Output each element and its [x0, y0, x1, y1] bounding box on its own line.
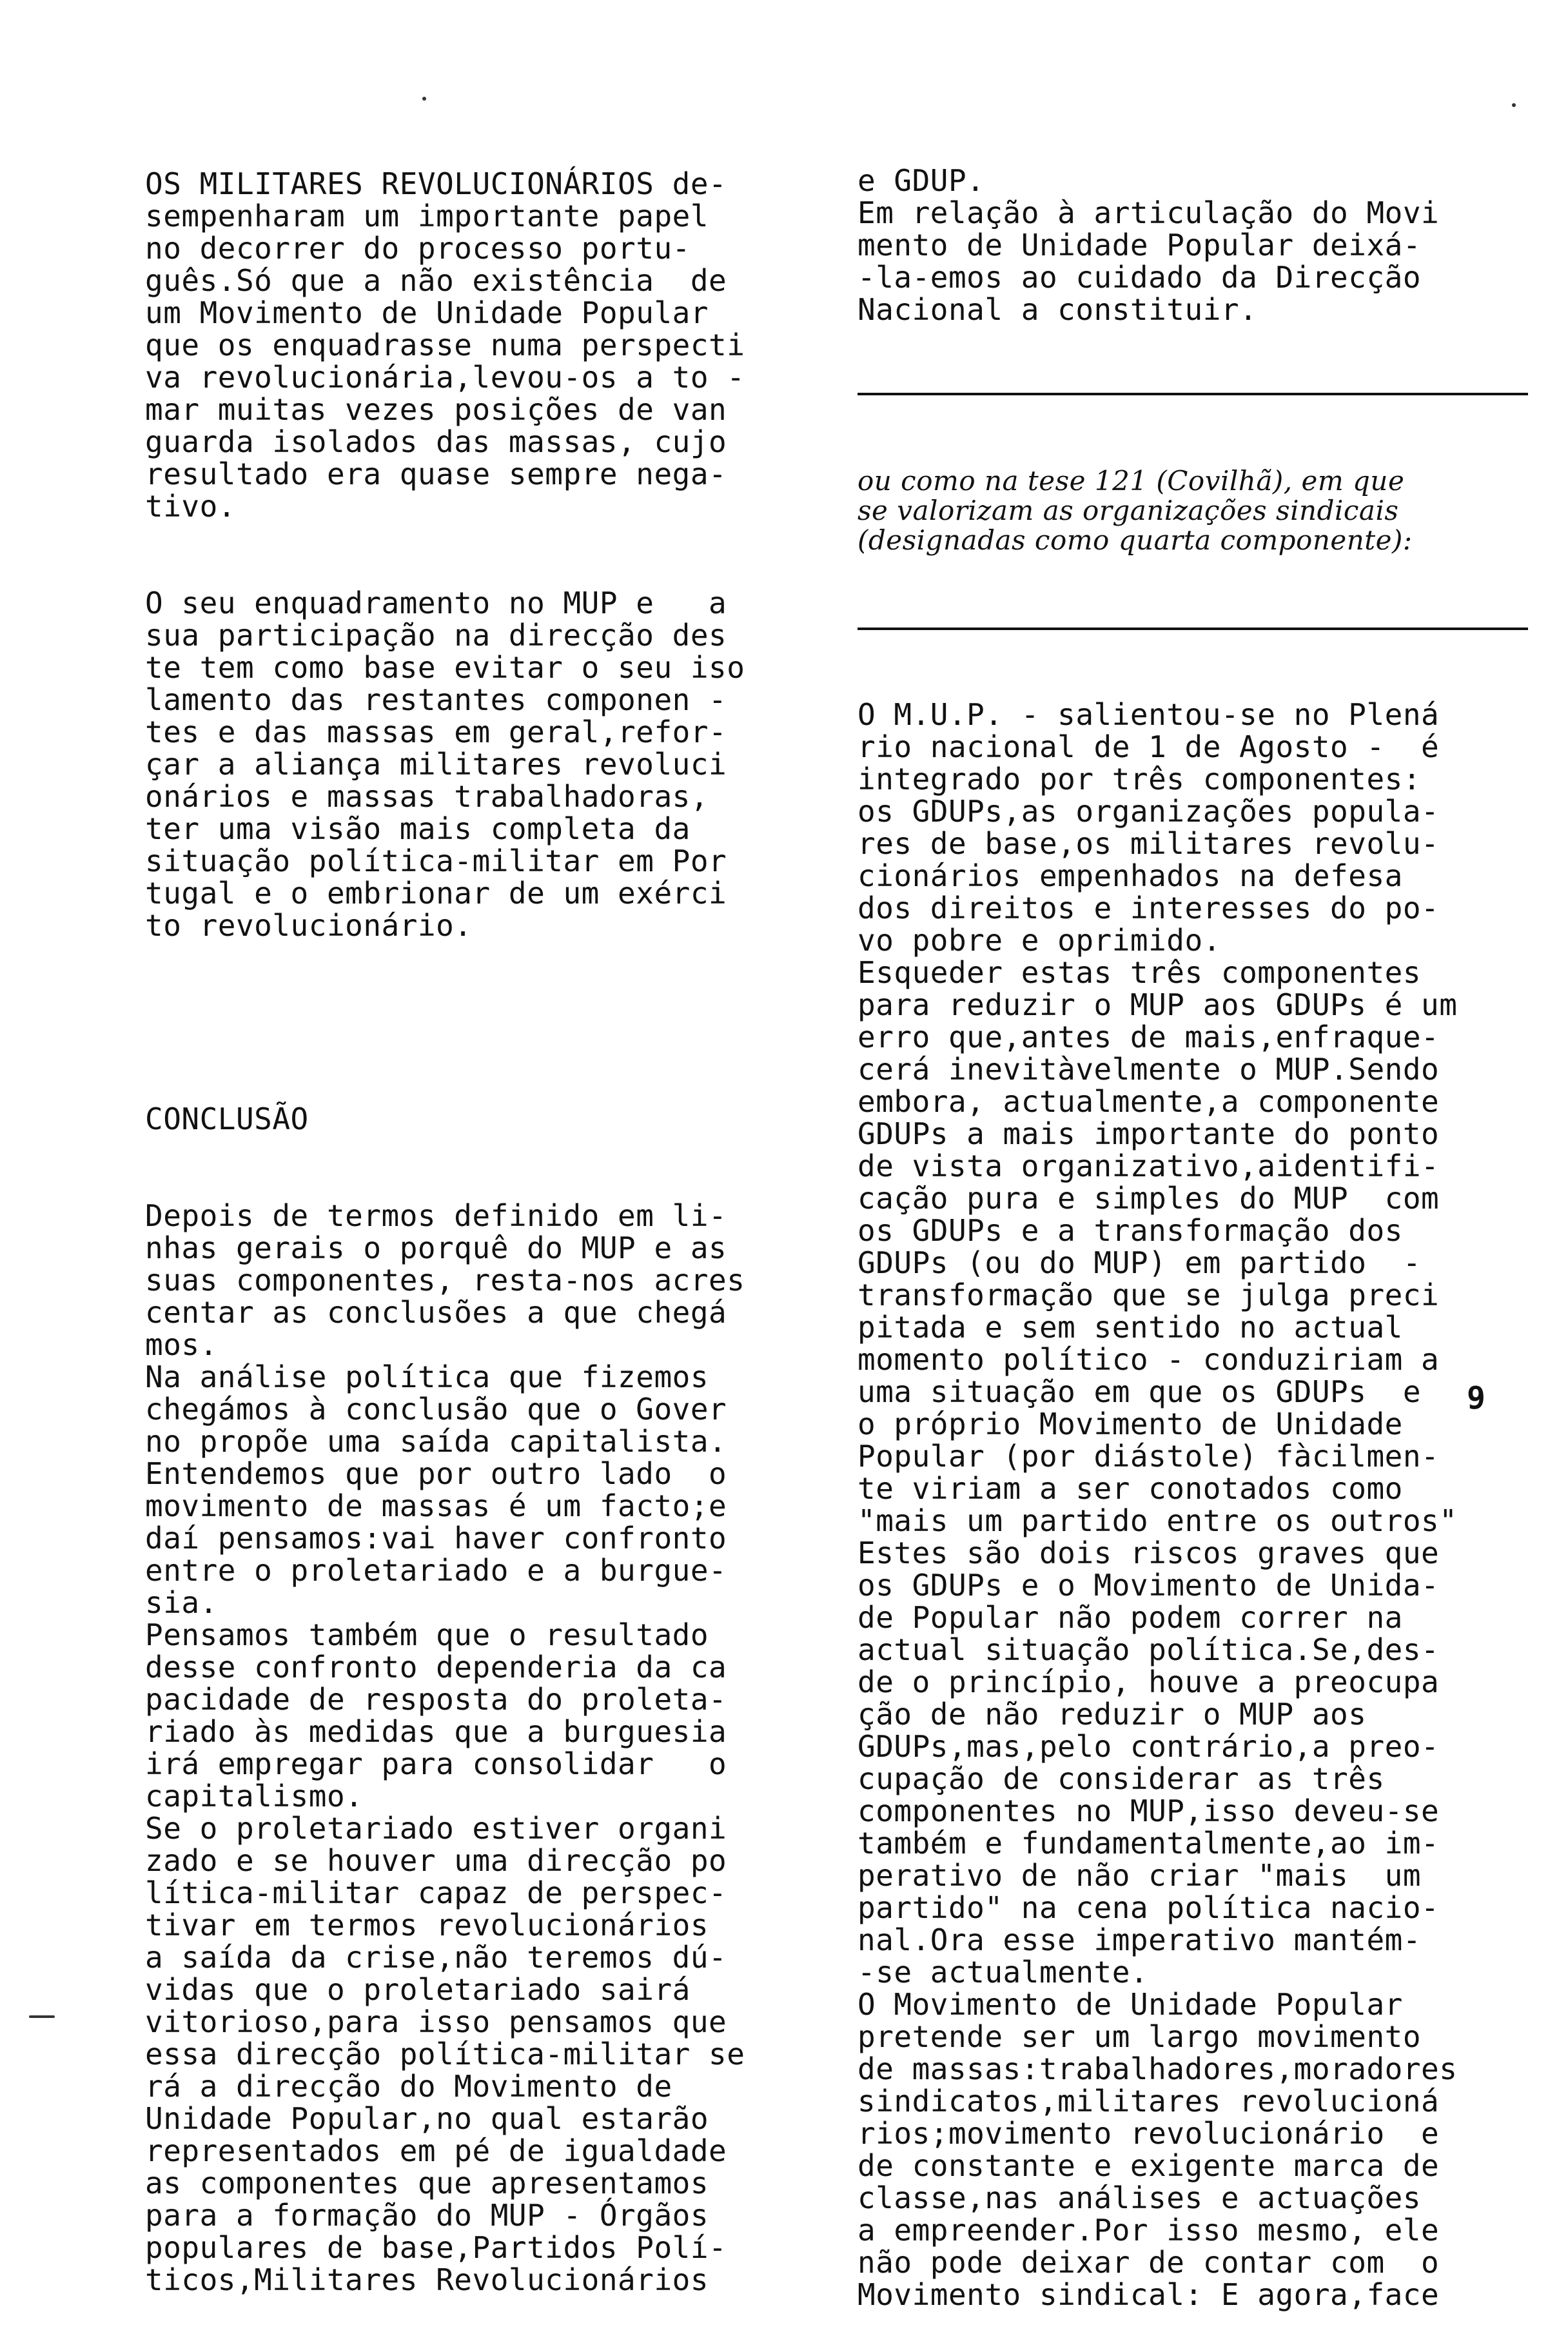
text-line: to revolucionário. — [145, 908, 473, 943]
left-column — [145, 103, 790, 2328]
text-line: Pensamos também que o resultado — [145, 1617, 709, 1652]
text-line: -se actualmente. — [858, 1955, 1149, 1990]
text-line: uma situação em que os GDUPs e — [858, 1374, 1422, 1409]
text-line: GDUPs a mais importante do ponto — [858, 1116, 1440, 1151]
text-line: transformação que se julga preci — [858, 1278, 1440, 1312]
text-line: sia. — [145, 1585, 218, 1620]
text-line: momento político - conduziriam a — [858, 1342, 1440, 1377]
text-line: representados em pé de igualdade — [145, 2133, 727, 2168]
text-line: também e fundamentalmente,ao im- — [858, 1826, 1440, 1861]
text-line: de massas:trabalhadores,moradores — [858, 2051, 1458, 2086]
text-line: çar a aliança militares revoluci — [145, 747, 727, 782]
text-line: lamento das restantes componen - — [145, 682, 727, 717]
text-line: Entendemos que por outro lado o — [145, 1456, 727, 1491]
text-line: no decorrer do processo portu- — [145, 231, 691, 266]
text-line: ter uma visão mais completa da — [145, 811, 691, 846]
text-line: zado e se houver uma direcção po — [145, 1843, 727, 1878]
text-line: Popular (por diástole) fàcilmen- — [858, 1439, 1440, 1474]
text-line: irá empregar para consolidar o — [145, 1746, 727, 1781]
text-line: rios;movimento revolucionário e — [858, 2116, 1440, 2151]
text-line: vidas que o proletariado sairá — [145, 1972, 691, 2007]
text-line: dos direitos e interesses do po- — [858, 891, 1440, 925]
text-line: Movimento sindical: E agora,face — [858, 2277, 1440, 2312]
text-line: que os enquadrasse numa perspecti — [145, 328, 745, 362]
text-line: vitorioso,para isso pensamos que — [145, 2004, 727, 2039]
text-line: suas componentes, resta-nos acres — [145, 1263, 745, 1298]
text-line: cerá inevitàvelmente o MUP.Sendo — [858, 1052, 1440, 1087]
text-line: O M.U.P. - salientou-se no Plená — [858, 697, 1440, 732]
text-line: erro que,antes de mais,enfraque- — [858, 1020, 1440, 1054]
text-line: centar as conclusões a que chegá — [145, 1295, 727, 1330]
text-line: componentes no MUP,isso deveu-se — [858, 1794, 1440, 1828]
text-line: guês.Só que a não existência de — [145, 263, 727, 298]
text-line: tivo. — [145, 489, 236, 524]
text-line: tes e das massas em geral,refor- — [145, 715, 727, 749]
text-line: de Popular não podem correr na — [858, 1600, 1403, 1635]
text-line: mos. — [145, 1327, 218, 1362]
text-line: pitada e sem sentido no actual — [858, 1310, 1403, 1345]
right-column — [858, 100, 1528, 2343]
handwritten-annotation — [858, 464, 1528, 560]
text-line: de o princípio, houve a preocupa — [858, 1665, 1440, 1699]
text-line: (designadas como quarta componente): — [858, 524, 1413, 556]
text-line: te tem como base evitar o seu iso — [145, 650, 745, 685]
text-line: lítica-militar capaz de perspec- — [145, 1875, 727, 1910]
text-line: sindicatos,militares revolucioná — [858, 2084, 1440, 2119]
paragraph-mup-integration — [145, 587, 790, 942]
text-line: rá a direcção do Movimento de — [145, 2069, 672, 2104]
text-line: Esqueder estas três componentes — [858, 955, 1422, 990]
text-line: O Movimento de Unidade Popular — [858, 1987, 1403, 2022]
text-line: ticos,Militares Revolucionários — [145, 2262, 709, 2297]
text-line: situação política-militar em Por — [145, 844, 727, 878]
text-line: Se o proletariado estiver organi — [145, 1811, 727, 1846]
text-line: rio nacional de 1 de Agosto - é — [858, 729, 1440, 764]
text-line: perativo de não criar "mais um — [858, 1858, 1422, 1893]
text-line: resultado era quase sempre nega- — [145, 457, 727, 491]
text-line: cionários empenhados na defesa — [858, 858, 1403, 893]
text-line: para reduzir o MUP aos GDUPs é um — [858, 987, 1458, 1022]
text-line: ção de não reduzir o MUP aos — [858, 1697, 1367, 1732]
text-line: nal.Ora esse imperativo mantém- — [858, 1923, 1422, 1957]
text-line: Unidade Popular,no qual estarão — [145, 2101, 709, 2136]
text-line: a saída da crise,não teremos dú- — [145, 1940, 727, 1975]
text-line: nhas gerais o porquê do MUP e as — [145, 1231, 727, 1265]
text-line: Na análise política que fizemos — [145, 1359, 709, 1394]
text-line: O seu enquadramento no MUP e a — [145, 586, 727, 620]
scan-speck — [422, 97, 426, 101]
text-line: Nacional a constituir. — [858, 292, 1258, 327]
page-number: 9 — [1467, 1380, 1485, 1416]
text-line: GDUPs,mas,pelo contrário,a preo- — [858, 1729, 1440, 1764]
text-line: mento de Unidade Popular deixá- — [858, 228, 1422, 262]
text-line: movimento de massas é um facto;e — [145, 1488, 727, 1523]
text-line: desse confronto dependeria da ca — [145, 1650, 727, 1685]
divider-rule — [858, 628, 1528, 630]
text-line: pacidade de resposta do proleta- — [145, 1682, 727, 1717]
text-line: integrado por três componentes: — [858, 762, 1422, 796]
text-line: chegámos à conclusão que o Gover — [145, 1392, 727, 1427]
paragraph-military — [145, 168, 790, 522]
text-line: OS MILITARES REVOLUCIONÁRIOS de- — [145, 166, 727, 201]
text-line: os GDUPs e o Movimento de Unida- — [858, 1568, 1440, 1603]
text-line: os GDUPs,as organizações popula- — [858, 794, 1440, 829]
text-line: de constante e exigente marca de — [858, 2148, 1440, 2183]
text-line: os GDUPs e a transformação dos — [858, 1213, 1403, 1248]
text-line: ou como na tese 121 (Covilhã), em que — [858, 465, 1405, 497]
text-line: "mais um partido entre os outros" — [858, 1503, 1458, 1538]
text-line: -la-emos ao cuidado da Direcção — [858, 260, 1422, 295]
text-line: onários e massas trabalhadoras, — [145, 779, 709, 814]
text-line: cação pura e simples do MUP com — [858, 1181, 1440, 1216]
text-line: GDUPs (ou do MUP) em partido - — [858, 1245, 1422, 1280]
conclusion-heading: CONCLUSÃO — [145, 1102, 309, 1136]
text-line: de vista organizativo,aidentifi- — [858, 1149, 1440, 1183]
text-line: guarda isolados das massas, cujo — [145, 424, 727, 459]
text-line: vo pobre e oprimido. — [858, 923, 1221, 958]
scan-speck — [1512, 103, 1516, 107]
text-line: mar muitas vezes posições de van — [145, 392, 727, 427]
text-line: te viriam a ser conotados como — [858, 1471, 1403, 1506]
text-line: no propõe uma saída capitalista. — [145, 1424, 727, 1459]
text-line: daí pensamos:vai haver confronto — [145, 1521, 727, 1556]
paragraph-mup-components — [858, 698, 1528, 2311]
scan-speck — [29, 2015, 55, 2018]
text-line: partido" na cena política nacio- — [858, 1890, 1440, 1925]
text-line: Em relação à articulação do Movi — [858, 195, 1440, 230]
divider-rule — [858, 393, 1528, 395]
text-line: se valorizam as organizações sindicais — [858, 495, 1399, 526]
paragraph-conclusion — [145, 1200, 790, 2296]
text-line: Estes são dois riscos graves que — [858, 1536, 1440, 1570]
text-line: classe,nas análises e actuações — [858, 2180, 1422, 2215]
text-line: para a formação do MUP - Órgãos — [145, 2198, 709, 2233]
text-line: essa direcção política-militar se — [145, 2037, 745, 2071]
text-line: pretende ser um largo movimento — [858, 2019, 1422, 2054]
text-line: tugal e o embrionar de um exérci — [145, 876, 727, 911]
text-line: actual situação política.Se,des- — [858, 1632, 1440, 1667]
text-line: não pode deixar de contar com o — [858, 2245, 1440, 2280]
text-line: embora, actualmente,a componente — [858, 1084, 1440, 1119]
text-line: sua participação na direcção des — [145, 618, 727, 653]
text-line: a empreender.Por isso mesmo, ele — [858, 2213, 1440, 2248]
text-line: populares de base,Partidos Polí- — [145, 2230, 727, 2265]
text-line: tivar em termos revolucionários — [145, 1908, 709, 1943]
text-line: um Movimento de Unidade Popular — [145, 295, 709, 330]
text-line: riado às medidas que a burguesia — [145, 1714, 727, 1749]
text-line: Depois de termos definido em li- — [145, 1198, 727, 1233]
text-line: entre o proletariado e a burgue- — [145, 1553, 727, 1588]
text-line: e GDUP. — [858, 163, 985, 198]
text-line: cupação de considerar as três — [858, 1761, 1385, 1796]
text-line: capitalismo. — [145, 1779, 364, 1814]
paragraph-gap — [145, 1006, 790, 1038]
paragraph-articulation — [858, 164, 1528, 326]
text-line: sempenharam um importante papel — [145, 199, 709, 233]
text-line: as componentes que apresentamos — [145, 2166, 709, 2200]
text-line: va revolucionária,levou-os a to - — [145, 360, 745, 395]
text-line: o próprio Movimento de Unidade — [858, 1407, 1403, 1441]
text-line: res de base,os militares revolu- — [858, 826, 1440, 861]
